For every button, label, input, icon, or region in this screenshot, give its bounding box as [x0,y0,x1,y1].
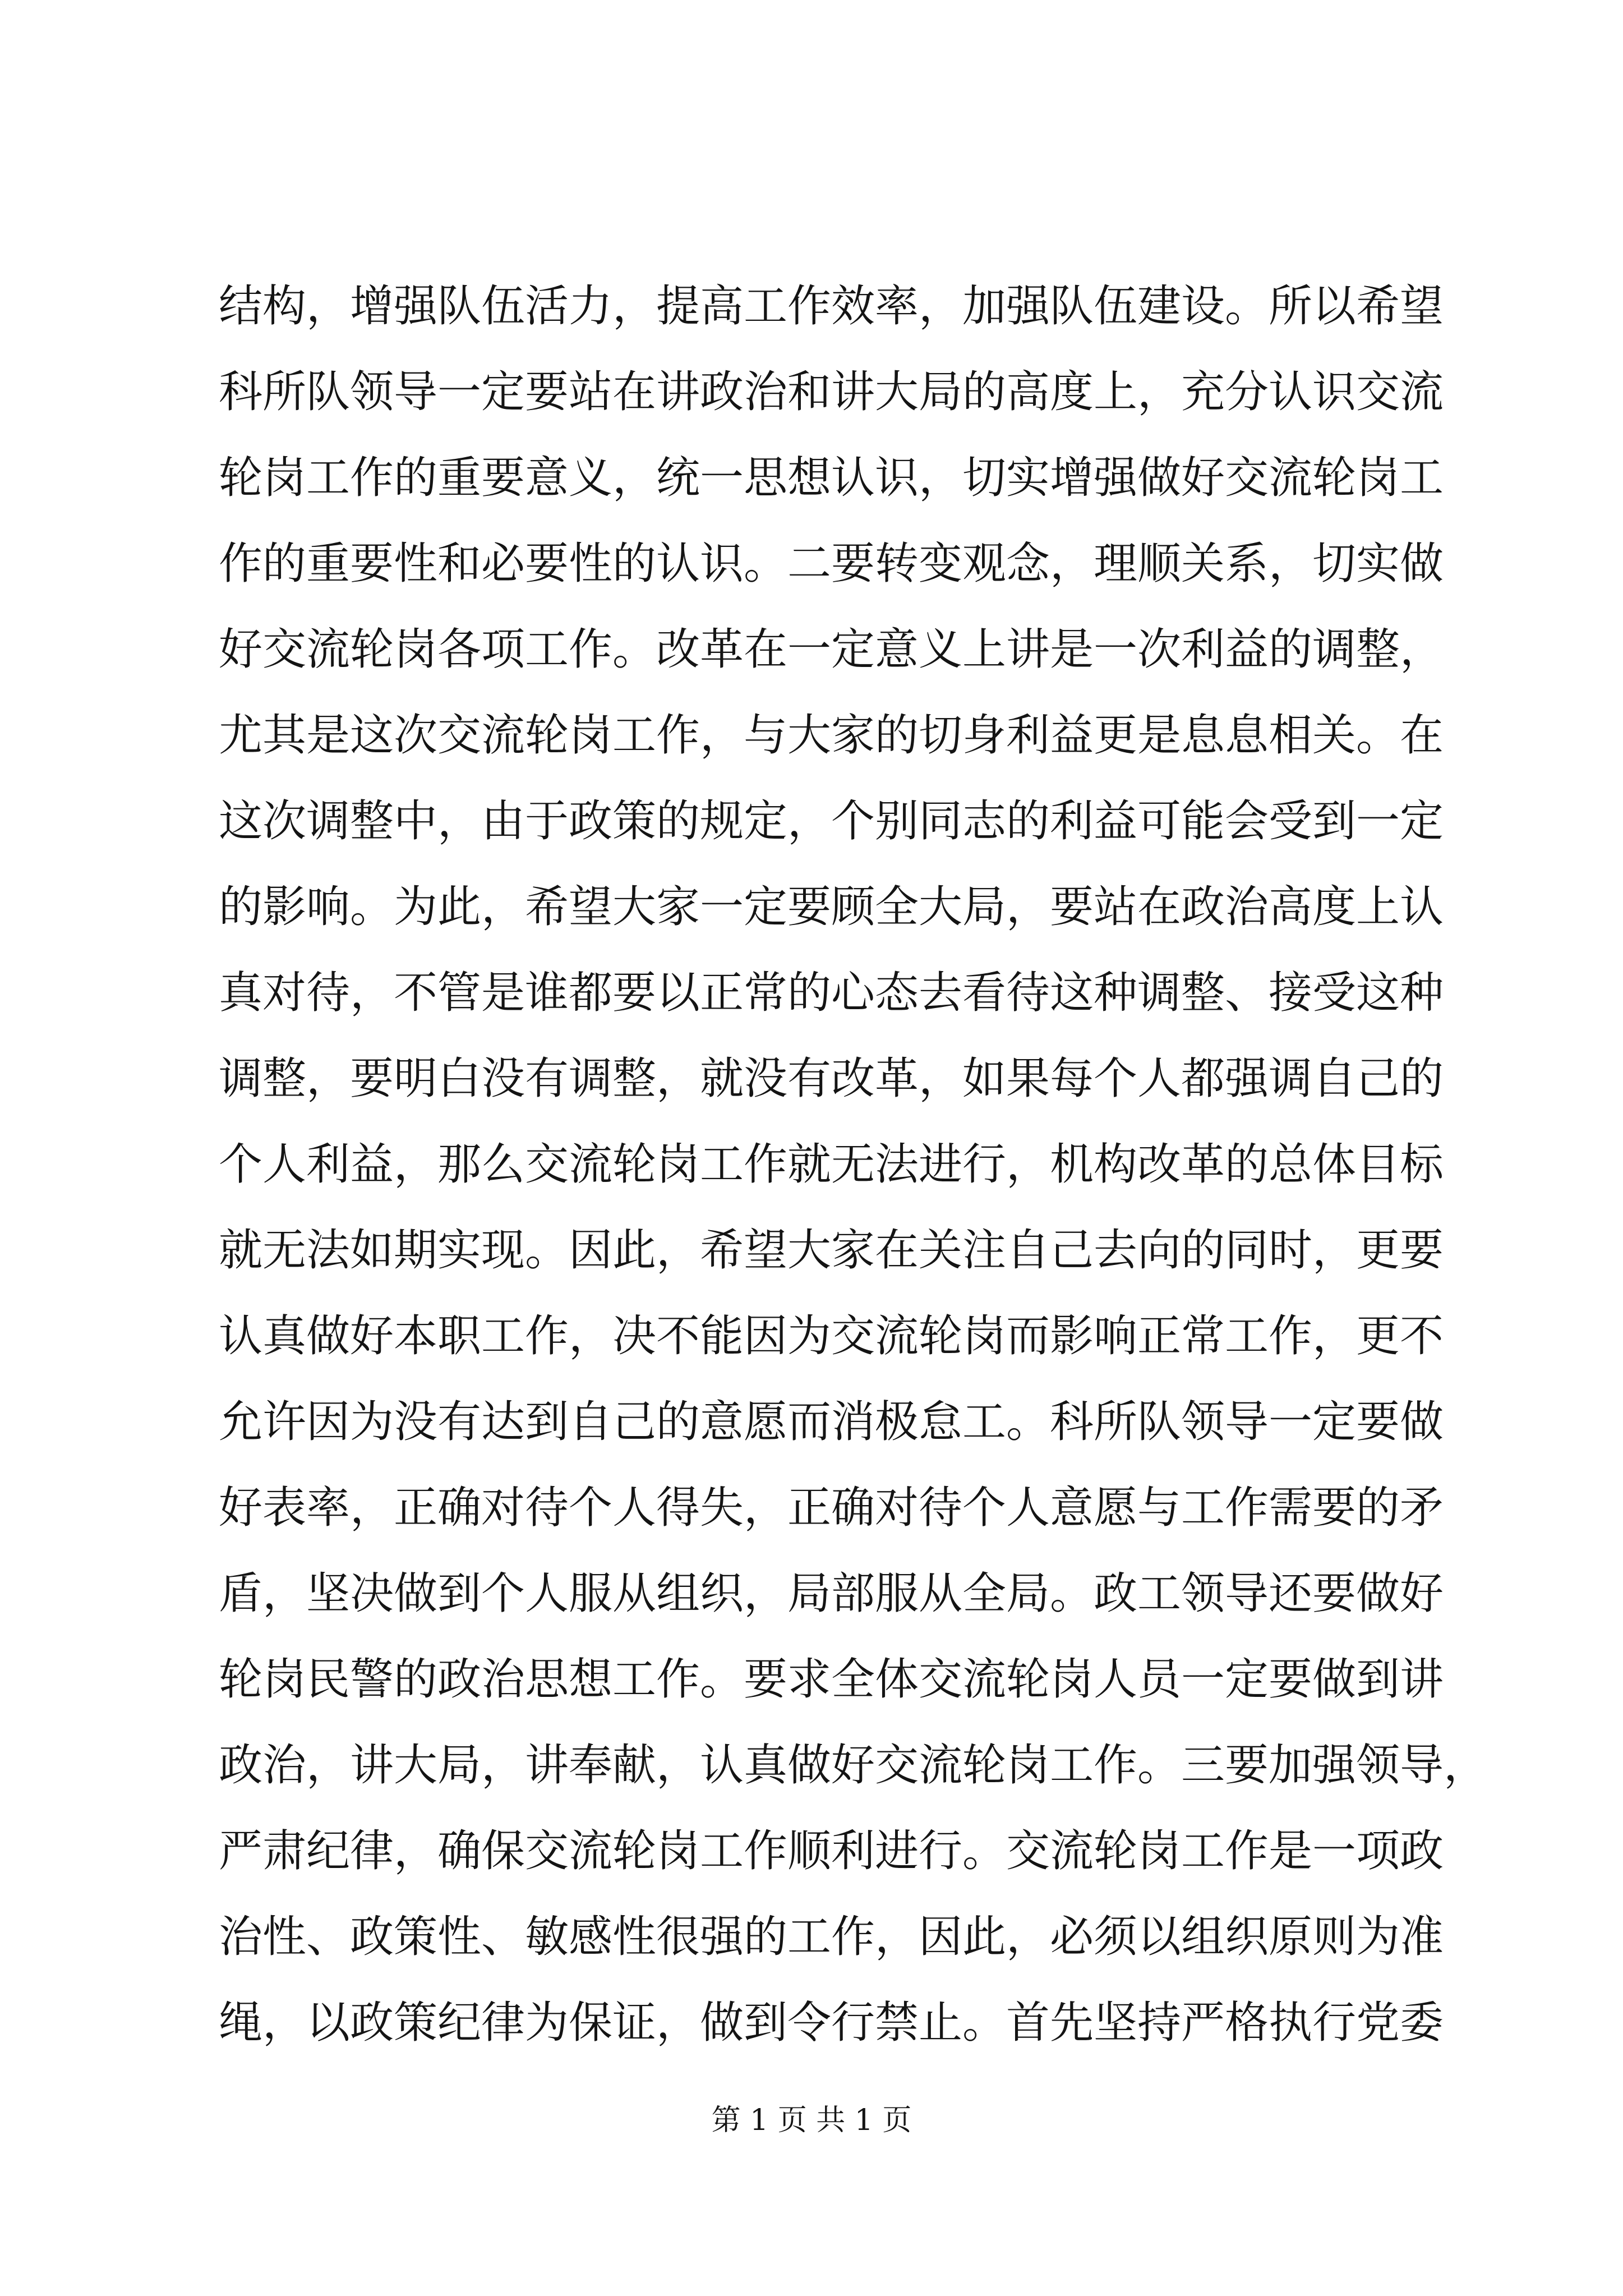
text-line: 作的重要性和必要性的认识。二要转变观念，理顺关系，切实做 [219,539,1444,589]
text-line: 轮岗工作的重要意义，统一思想认识，切实增强做好交流轮岗工 [219,453,1444,503]
text-line: 个人利益，那么交流轮岗工作就无法进行，机构改革的总体目标 [219,1139,1444,1190]
text-line: 结构，增强队伍活力，提高工作效率，加强队伍建设。所以希望 [219,281,1444,332]
text-line: 就无法如期实现。因此，希望大家在关注自己去向的同时，更要 [219,1225,1444,1276]
text-line: 治性、政策性、敏感性很强的工作，因此，必须以组织原则为准 [219,1912,1444,1962]
text-line: 允许因为没有达到自己的意愿而消极怠工。科所队领导一定要做 [219,1397,1444,1447]
text-line: 政治，讲大局，讲奉献，认真做好交流轮岗工作。三要加强领导， [219,1740,1488,1791]
body-text [219,264,1488,2066]
page-footer: 第 1 页 共 1 页 [711,2104,912,2137]
text-line: 调整，要明白没有调整，就没有改革，如果每个人都强调自己的 [219,1053,1444,1104]
text-line: 好交流轮岗各项工作。改革在一定意义上讲是一次利益的调整， [219,624,1444,675]
text-line: 科所队领导一定要站在讲政治和讲大局的高度上，充分认识交流 [219,367,1444,417]
text-line: 盾，坚决做到个人服从组织，局部服从全局。政工领导还要做好 [219,1568,1444,1619]
text-line: 真对待，不管是谁都要以正常的心态去看待这种调整、接受这种 [219,968,1444,1018]
text-line: 严肃纪律，确保交流轮岗工作顺利进行。交流轮岗工作是一项政 [219,1826,1444,1876]
text-line: 认真做好本职工作，决不能因为交流轮岗而影响正常工作，更不 [219,1311,1444,1361]
text-line: 的影响。为此，希望大家一定要顾全大局，要站在政治高度上认 [219,882,1444,932]
text-line: 好表率，正确对待个人得失，正确对待个人意愿与工作需要的矛 [219,1483,1444,1533]
text-line: 这次调整中，由于政策的规定，个别同志的利益可能会受到一定 [219,796,1444,846]
text-line: 尤其是这次交流轮岗工作，与大家的切身利益更是息息相关。在 [219,710,1444,761]
text-line: 绳，以政策纪律为保证，做到令行禁止。首先坚持严格执行党委 [219,1998,1444,2048]
text-line: 轮岗民警的政治思想工作。要求全体交流轮岗人员一定要做到讲 [219,1654,1444,1705]
